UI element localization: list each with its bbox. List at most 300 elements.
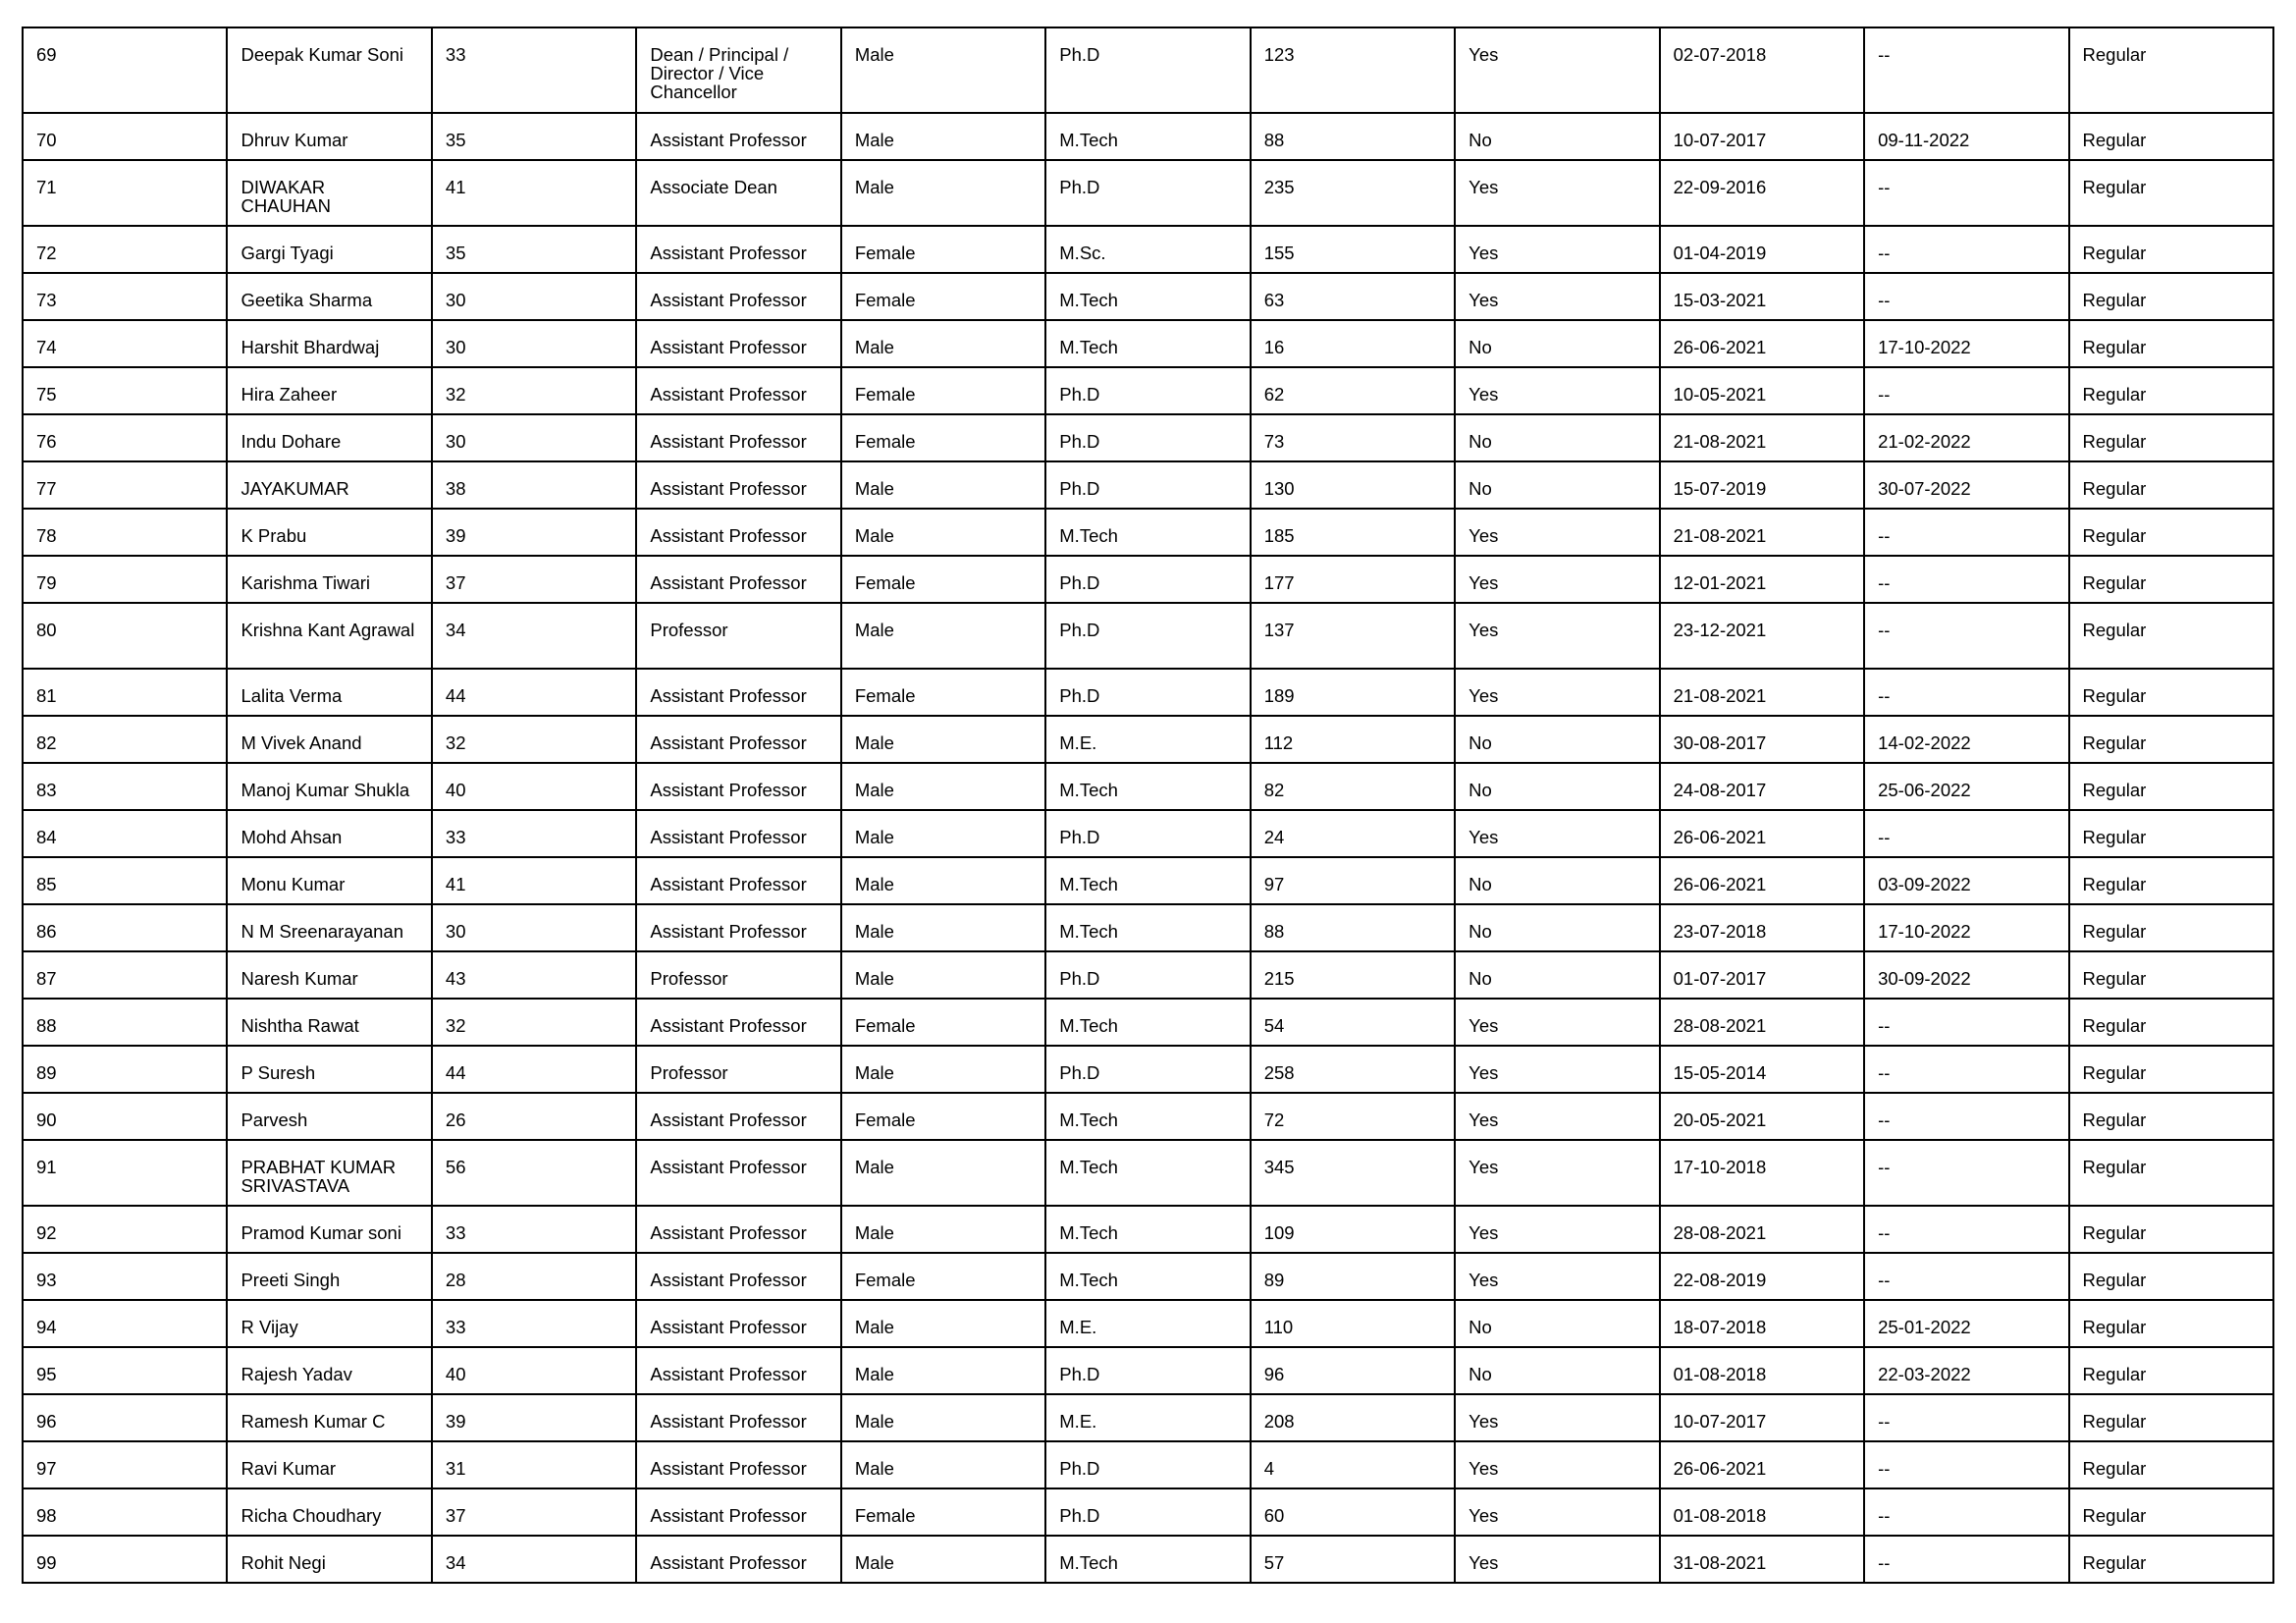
gender-cell: Male — [841, 904, 1045, 951]
serial-number-cell: 82 — [23, 716, 227, 763]
experience-cell: 73 — [1251, 414, 1455, 461]
faculty-name-cell: Monu Kumar — [227, 857, 431, 904]
gender-cell: Male — [841, 1046, 1045, 1093]
currently-working-cell: Yes — [1455, 1046, 1659, 1093]
leaving-date-cell: -- — [1864, 1536, 2068, 1583]
serial-number-cell: 78 — [23, 509, 227, 556]
age-cell: 33 — [432, 810, 636, 857]
nature-of-association-cell: Regular — [2069, 367, 2273, 414]
currently-working-cell: Yes — [1455, 999, 1659, 1046]
joining-date-cell: 26-06-2021 — [1660, 320, 1864, 367]
age-cell: 41 — [432, 160, 636, 226]
serial-number-cell: 72 — [23, 226, 227, 273]
faculty-name-cell: Indu Dohare — [227, 414, 431, 461]
currently-working-cell: No — [1455, 1347, 1659, 1394]
currently-working-cell: Yes — [1455, 1394, 1659, 1441]
experience-cell: 57 — [1251, 1536, 1455, 1583]
designation-cell: Assistant Professor — [636, 1347, 840, 1394]
serial-number-cell: 76 — [23, 414, 227, 461]
age-cell: 35 — [432, 113, 636, 160]
qualification-cell: Ph.D — [1045, 1046, 1250, 1093]
experience-cell: 72 — [1251, 1093, 1455, 1140]
faculty-name-cell: Naresh Kumar — [227, 951, 431, 999]
table-row — [23, 27, 2273, 113]
qualification-cell: M.Tech — [1045, 763, 1250, 810]
serial-number-cell: 85 — [23, 857, 227, 904]
designation-cell: Assistant Professor — [636, 414, 840, 461]
joining-date-cell: 22-08-2019 — [1660, 1253, 1864, 1300]
serial-number-cell: 95 — [23, 1347, 227, 1394]
qualification-cell: M.Tech — [1045, 857, 1250, 904]
faculty-name-cell: K Prabu — [227, 509, 431, 556]
qualification-cell: M.Tech — [1045, 509, 1250, 556]
table-row — [23, 1093, 2273, 1140]
joining-date-cell: 26-06-2021 — [1660, 810, 1864, 857]
qualification-cell: Ph.D — [1045, 556, 1250, 603]
designation-cell: Assistant Professor — [636, 556, 840, 603]
joining-date-cell: 10-05-2021 — [1660, 367, 1864, 414]
gender-cell: Male — [841, 857, 1045, 904]
gender-cell: Female — [841, 414, 1045, 461]
gender-cell: Male — [841, 1536, 1045, 1583]
gender-cell: Male — [841, 716, 1045, 763]
joining-date-cell: 24-08-2017 — [1660, 763, 1864, 810]
currently-working-cell: Yes — [1455, 273, 1659, 320]
designation-cell: Professor — [636, 1046, 840, 1093]
faculty-name-cell: Gargi Tyagi — [227, 226, 431, 273]
table-row — [23, 1253, 2273, 1300]
qualification-cell: M.Tech — [1045, 113, 1250, 160]
qualification-cell: Ph.D — [1045, 367, 1250, 414]
designation-cell: Associate Dean — [636, 160, 840, 226]
currently-working-cell: No — [1455, 1300, 1659, 1347]
table-row — [23, 367, 2273, 414]
serial-number-cell: 93 — [23, 1253, 227, 1300]
faculty-name-cell: DIWAKAR CHAUHAN — [227, 160, 431, 226]
table-row — [23, 1206, 2273, 1253]
table-row — [23, 320, 2273, 367]
serial-number-cell: 70 — [23, 113, 227, 160]
designation-cell: Assistant Professor — [636, 113, 840, 160]
table-row — [23, 999, 2273, 1046]
age-cell: 28 — [432, 1253, 636, 1300]
nature-of-association-cell: Regular — [2069, 160, 2273, 226]
qualification-cell: M.Tech — [1045, 1206, 1250, 1253]
serial-number-cell: 87 — [23, 951, 227, 999]
designation-cell: Assistant Professor — [636, 669, 840, 716]
experience-cell: 88 — [1251, 113, 1455, 160]
gender-cell: Female — [841, 273, 1045, 320]
currently-working-cell: No — [1455, 716, 1659, 763]
nature-of-association-cell: Regular — [2069, 810, 2273, 857]
faculty-name-cell: Krishna Kant Agrawal — [227, 603, 431, 669]
joining-date-cell: 15-05-2014 — [1660, 1046, 1864, 1093]
table-row — [23, 1046, 2273, 1093]
qualification-cell: M.Tech — [1045, 1253, 1250, 1300]
qualification-cell: Ph.D — [1045, 1488, 1250, 1536]
serial-number-cell: 74 — [23, 320, 227, 367]
leaving-date-cell: -- — [1864, 603, 2068, 669]
designation-cell: Assistant Professor — [636, 1300, 840, 1347]
age-cell: 33 — [432, 27, 636, 113]
table-row — [23, 1300, 2273, 1347]
age-cell: 38 — [432, 461, 636, 509]
designation-cell: Assistant Professor — [636, 1488, 840, 1536]
faculty-name-cell: M Vivek Anand — [227, 716, 431, 763]
nature-of-association-cell: Regular — [2069, 1046, 2273, 1093]
nature-of-association-cell: Regular — [2069, 1300, 2273, 1347]
serial-number-cell: 98 — [23, 1488, 227, 1536]
joining-date-cell: 18-07-2018 — [1660, 1300, 1864, 1347]
nature-of-association-cell: Regular — [2069, 320, 2273, 367]
qualification-cell: M.Tech — [1045, 999, 1250, 1046]
gender-cell: Male — [841, 461, 1045, 509]
serial-number-cell: 90 — [23, 1093, 227, 1140]
nature-of-association-cell: Regular — [2069, 414, 2273, 461]
experience-cell: 82 — [1251, 763, 1455, 810]
designation-cell: Assistant Professor — [636, 226, 840, 273]
joining-date-cell: 31-08-2021 — [1660, 1536, 1864, 1583]
gender-cell: Female — [841, 1488, 1045, 1536]
faculty-name-cell: N M Sreenarayanan — [227, 904, 431, 951]
gender-cell: Male — [841, 160, 1045, 226]
experience-cell: 235 — [1251, 160, 1455, 226]
serial-number-cell: 91 — [23, 1140, 227, 1206]
designation-cell: Assistant Professor — [636, 810, 840, 857]
faculty-name-cell: Rohit Negi — [227, 1536, 431, 1583]
experience-cell: 123 — [1251, 27, 1455, 113]
qualification-cell: M.Tech — [1045, 320, 1250, 367]
leaving-date-cell: 22-03-2022 — [1864, 1347, 2068, 1394]
designation-cell: Assistant Professor — [636, 1253, 840, 1300]
experience-cell: 88 — [1251, 904, 1455, 951]
faculty-name-cell: Parvesh — [227, 1093, 431, 1140]
currently-working-cell: Yes — [1455, 556, 1659, 603]
leaving-date-cell: -- — [1864, 1441, 2068, 1488]
leaving-date-cell: -- — [1864, 1488, 2068, 1536]
qualification-cell: Ph.D — [1045, 810, 1250, 857]
table-row — [23, 669, 2273, 716]
leaving-date-cell: -- — [1864, 160, 2068, 226]
nature-of-association-cell: Regular — [2069, 951, 2273, 999]
age-cell: 26 — [432, 1093, 636, 1140]
table-row — [23, 226, 2273, 273]
faculty-name-cell: Lalita Verma — [227, 669, 431, 716]
age-cell: 34 — [432, 603, 636, 669]
joining-date-cell: 10-07-2017 — [1660, 113, 1864, 160]
serial-number-cell: 80 — [23, 603, 227, 669]
leaving-date-cell: 17-10-2022 — [1864, 320, 2068, 367]
gender-cell: Male — [841, 1300, 1045, 1347]
faculty-name-cell: R Vijay — [227, 1300, 431, 1347]
currently-working-cell: Yes — [1455, 1253, 1659, 1300]
nature-of-association-cell: Regular — [2069, 669, 2273, 716]
faculty-name-cell: Preeti Singh — [227, 1253, 431, 1300]
designation-cell: Assistant Professor — [636, 367, 840, 414]
faculty-name-cell: P Suresh — [227, 1046, 431, 1093]
designation-cell: Professor — [636, 951, 840, 999]
currently-working-cell: No — [1455, 461, 1659, 509]
experience-cell: 258 — [1251, 1046, 1455, 1093]
qualification-cell: Ph.D — [1045, 1441, 1250, 1488]
designation-cell: Assistant Professor — [636, 716, 840, 763]
leaving-date-cell: 09-11-2022 — [1864, 113, 2068, 160]
currently-working-cell: No — [1455, 904, 1659, 951]
experience-cell: 62 — [1251, 367, 1455, 414]
qualification-cell: Ph.D — [1045, 160, 1250, 226]
joining-date-cell: 01-08-2018 — [1660, 1347, 1864, 1394]
age-cell: 30 — [432, 414, 636, 461]
leaving-date-cell: 03-09-2022 — [1864, 857, 2068, 904]
leaving-date-cell: 25-01-2022 — [1864, 1300, 2068, 1347]
experience-cell: 137 — [1251, 603, 1455, 669]
serial-number-cell: 73 — [23, 273, 227, 320]
joining-date-cell: 21-08-2021 — [1660, 669, 1864, 716]
age-cell: 44 — [432, 1046, 636, 1093]
serial-number-cell: 92 — [23, 1206, 227, 1253]
age-cell: 35 — [432, 226, 636, 273]
faculty-name-cell: Mohd Ahsan — [227, 810, 431, 857]
qualification-cell: M.Sc. — [1045, 226, 1250, 273]
joining-date-cell: 30-08-2017 — [1660, 716, 1864, 763]
table-row — [23, 1536, 2273, 1583]
leaving-date-cell: -- — [1864, 1253, 2068, 1300]
leaving-date-cell: -- — [1864, 810, 2068, 857]
age-cell: 37 — [432, 1488, 636, 1536]
faculty-name-cell: Dhruv Kumar — [227, 113, 431, 160]
gender-cell: Female — [841, 226, 1045, 273]
experience-cell: 97 — [1251, 857, 1455, 904]
experience-cell: 54 — [1251, 999, 1455, 1046]
designation-cell: Assistant Professor — [636, 509, 840, 556]
serial-number-cell: 94 — [23, 1300, 227, 1347]
leaving-date-cell: 25-06-2022 — [1864, 763, 2068, 810]
nature-of-association-cell: Regular — [2069, 1206, 2273, 1253]
qualification-cell: M.E. — [1045, 1394, 1250, 1441]
nature-of-association-cell: Regular — [2069, 1093, 2273, 1140]
designation-cell: Assistant Professor — [636, 999, 840, 1046]
faculty-name-cell: PRABHAT KUMAR SRIVASTAVA — [227, 1140, 431, 1206]
leaving-date-cell: -- — [1864, 669, 2068, 716]
table-row — [23, 1347, 2273, 1394]
experience-cell: 4 — [1251, 1441, 1455, 1488]
experience-cell: 60 — [1251, 1488, 1455, 1536]
leaving-date-cell: -- — [1864, 1394, 2068, 1441]
serial-number-cell: 69 — [23, 27, 227, 113]
nature-of-association-cell: Regular — [2069, 904, 2273, 951]
table-row — [23, 857, 2273, 904]
nature-of-association-cell: Regular — [2069, 556, 2273, 603]
age-cell: 32 — [432, 716, 636, 763]
serial-number-cell: 81 — [23, 669, 227, 716]
designation-cell: Assistant Professor — [636, 320, 840, 367]
age-cell: 34 — [432, 1536, 636, 1583]
experience-cell: 345 — [1251, 1140, 1455, 1206]
nature-of-association-cell: Regular — [2069, 716, 2273, 763]
gender-cell: Male — [841, 509, 1045, 556]
gender-cell: Male — [841, 1140, 1045, 1206]
qualification-cell: M.Tech — [1045, 1140, 1250, 1206]
qualification-cell: Ph.D — [1045, 669, 1250, 716]
serial-number-cell: 84 — [23, 810, 227, 857]
nature-of-association-cell: Regular — [2069, 509, 2273, 556]
table-row — [23, 716, 2273, 763]
joining-date-cell: 28-08-2021 — [1660, 999, 1864, 1046]
qualification-cell: Ph.D — [1045, 414, 1250, 461]
qualification-cell: M.E. — [1045, 1300, 1250, 1347]
faculty-name-cell: Karishma Tiwari — [227, 556, 431, 603]
leaving-date-cell: -- — [1864, 1140, 2068, 1206]
experience-cell: 96 — [1251, 1347, 1455, 1394]
gender-cell: Male — [841, 27, 1045, 113]
currently-working-cell: Yes — [1455, 669, 1659, 716]
serial-number-cell: 99 — [23, 1536, 227, 1583]
leaving-date-cell: -- — [1864, 999, 2068, 1046]
leaving-date-cell: 17-10-2022 — [1864, 904, 2068, 951]
designation-cell: Assistant Professor — [636, 1093, 840, 1140]
currently-working-cell: Yes — [1455, 1206, 1659, 1253]
gender-cell: Female — [841, 669, 1045, 716]
age-cell: 40 — [432, 1347, 636, 1394]
experience-cell: 109 — [1251, 1206, 1455, 1253]
serial-number-cell: 71 — [23, 160, 227, 226]
currently-working-cell: Yes — [1455, 27, 1659, 113]
qualification-cell: Ph.D — [1045, 603, 1250, 669]
faculty-name-cell: JAYAKUMAR — [227, 461, 431, 509]
currently-working-cell: No — [1455, 320, 1659, 367]
leaving-date-cell: -- — [1864, 367, 2068, 414]
leaving-date-cell: -- — [1864, 1206, 2068, 1253]
experience-cell: 185 — [1251, 509, 1455, 556]
currently-working-cell: No — [1455, 951, 1659, 999]
faculty-name-cell: Rajesh Yadav — [227, 1347, 431, 1394]
table-row — [23, 113, 2273, 160]
gender-cell: Female — [841, 367, 1045, 414]
currently-working-cell: No — [1455, 857, 1659, 904]
faculty-table — [22, 27, 2274, 1584]
currently-working-cell: Yes — [1455, 1441, 1659, 1488]
qualification-cell: Ph.D — [1045, 1347, 1250, 1394]
nature-of-association-cell: Regular — [2069, 27, 2273, 113]
joining-date-cell: 22-09-2016 — [1660, 160, 1864, 226]
faculty-name-cell: Geetika Sharma — [227, 273, 431, 320]
age-cell: 32 — [432, 367, 636, 414]
nature-of-association-cell: Regular — [2069, 273, 2273, 320]
currently-working-cell: No — [1455, 414, 1659, 461]
currently-working-cell: Yes — [1455, 603, 1659, 669]
joining-date-cell: 02-07-2018 — [1660, 27, 1864, 113]
table-row — [23, 904, 2273, 951]
nature-of-association-cell: Regular — [2069, 763, 2273, 810]
experience-cell: 63 — [1251, 273, 1455, 320]
leaving-date-cell: -- — [1864, 1046, 2068, 1093]
serial-number-cell: 97 — [23, 1441, 227, 1488]
gender-cell: Male — [841, 320, 1045, 367]
leaving-date-cell: -- — [1864, 273, 2068, 320]
table-row — [23, 556, 2273, 603]
designation-cell: Assistant Professor — [636, 461, 840, 509]
nature-of-association-cell: Regular — [2069, 857, 2273, 904]
nature-of-association-cell: Regular — [2069, 1347, 2273, 1394]
gender-cell: Male — [841, 810, 1045, 857]
qualification-cell: Ph.D — [1045, 951, 1250, 999]
age-cell: 33 — [432, 1300, 636, 1347]
age-cell: 39 — [432, 509, 636, 556]
experience-cell: 16 — [1251, 320, 1455, 367]
experience-cell: 155 — [1251, 226, 1455, 273]
joining-date-cell: 20-05-2021 — [1660, 1093, 1864, 1140]
nature-of-association-cell: Regular — [2069, 1394, 2273, 1441]
age-cell: 39 — [432, 1394, 636, 1441]
joining-date-cell: 21-08-2021 — [1660, 414, 1864, 461]
age-cell: 30 — [432, 273, 636, 320]
gender-cell: Male — [841, 603, 1045, 669]
serial-number-cell: 89 — [23, 1046, 227, 1093]
qualification-cell: M.Tech — [1045, 273, 1250, 320]
joining-date-cell: 12-01-2021 — [1660, 556, 1864, 603]
faculty-name-cell: Deepak Kumar Soni — [227, 27, 431, 113]
currently-working-cell: Yes — [1455, 226, 1659, 273]
leaving-date-cell: -- — [1864, 509, 2068, 556]
gender-cell: Male — [841, 763, 1045, 810]
gender-cell: Male — [841, 1441, 1045, 1488]
age-cell: 40 — [432, 763, 636, 810]
joining-date-cell: 01-07-2017 — [1660, 951, 1864, 999]
joining-date-cell: 01-08-2018 — [1660, 1488, 1864, 1536]
designation-cell: Assistant Professor — [636, 763, 840, 810]
table-row — [23, 951, 2273, 999]
age-cell: 41 — [432, 857, 636, 904]
table-row — [23, 273, 2273, 320]
designation-cell: Assistant Professor — [636, 904, 840, 951]
faculty-name-cell: Richa Choudhary — [227, 1488, 431, 1536]
designation-cell: Assistant Professor — [636, 273, 840, 320]
faculty-name-cell: Ravi Kumar — [227, 1441, 431, 1488]
table-row — [23, 1140, 2273, 1206]
nature-of-association-cell: Regular — [2069, 226, 2273, 273]
faculty-name-cell: Nishtha Rawat — [227, 999, 431, 1046]
serial-number-cell: 96 — [23, 1394, 227, 1441]
joining-date-cell: 26-06-2021 — [1660, 1441, 1864, 1488]
gender-cell: Male — [841, 113, 1045, 160]
nature-of-association-cell: Regular — [2069, 1140, 2273, 1206]
leaving-date-cell: -- — [1864, 556, 2068, 603]
leaving-date-cell: -- — [1864, 27, 2068, 113]
currently-working-cell: Yes — [1455, 1488, 1659, 1536]
nature-of-association-cell: Regular — [2069, 1253, 2273, 1300]
faculty-name-cell: Pramod Kumar soni — [227, 1206, 431, 1253]
gender-cell: Male — [841, 951, 1045, 999]
age-cell: 56 — [432, 1140, 636, 1206]
currently-working-cell: No — [1455, 763, 1659, 810]
designation-cell: Professor — [636, 603, 840, 669]
gender-cell: Male — [841, 1394, 1045, 1441]
joining-date-cell: 26-06-2021 — [1660, 857, 1864, 904]
joining-date-cell: 10-07-2017 — [1660, 1394, 1864, 1441]
gender-cell: Female — [841, 1093, 1045, 1140]
serial-number-cell: 88 — [23, 999, 227, 1046]
nature-of-association-cell: Regular — [2069, 461, 2273, 509]
table-row — [23, 461, 2273, 509]
serial-number-cell: 86 — [23, 904, 227, 951]
table-body — [23, 27, 2273, 1583]
serial-number-cell: 75 — [23, 367, 227, 414]
designation-cell: Assistant Professor — [636, 1140, 840, 1206]
table-row — [23, 160, 2273, 226]
serial-number-cell: 77 — [23, 461, 227, 509]
qualification-cell: M.Tech — [1045, 904, 1250, 951]
age-cell: 30 — [432, 904, 636, 951]
